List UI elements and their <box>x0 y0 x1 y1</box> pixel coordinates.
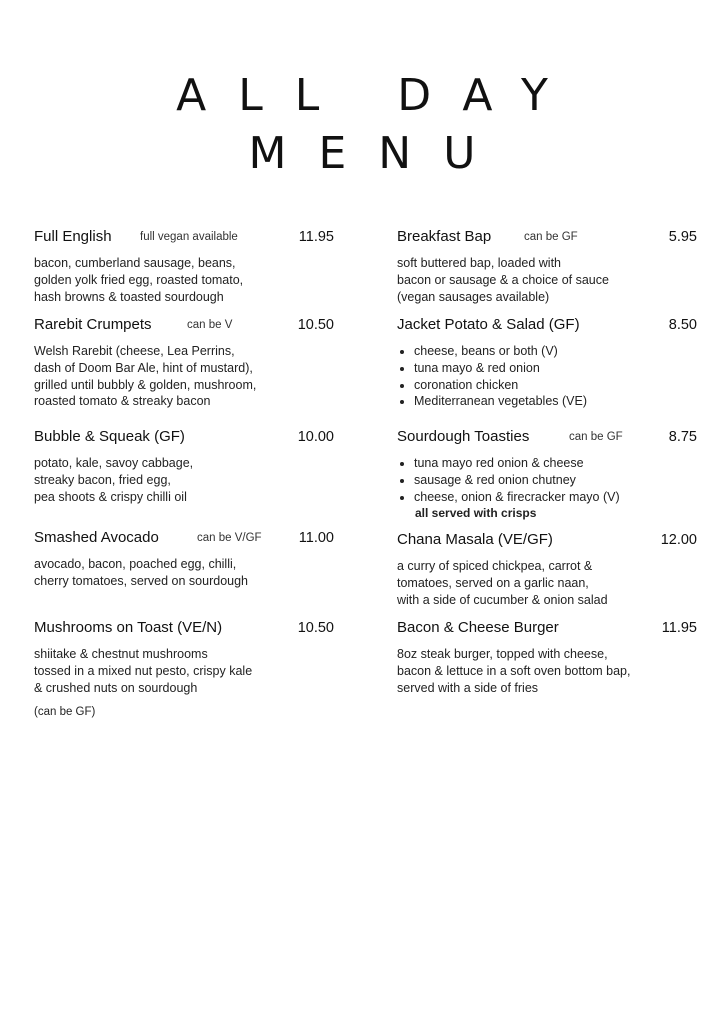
item-price: 10.50 <box>297 317 334 333</box>
menu-item-breakfast-bap <box>397 228 697 305</box>
menu-item-bubble-and-squeak <box>34 428 334 505</box>
item-description <box>34 556 334 590</box>
item-name: Jacket Potato & Salad (GF) <box>397 316 580 333</box>
description-line: roasted tomato & streaky bacon <box>34 394 211 409</box>
item-description <box>34 343 334 410</box>
item-note: full vegan available <box>140 231 238 243</box>
menu-title-line-2: MENU <box>248 128 508 179</box>
list-item: • Mediterranean vegetables (VE) <box>414 393 697 410</box>
item-name: Sourdough Toasties <box>397 428 530 445</box>
description-line: tossed in a mixed nut pesto, crispy kale <box>34 663 253 678</box>
item-note: can be V <box>187 319 233 331</box>
description-line: bacon, cumberland sausage, beans, <box>34 256 236 270</box>
menu-item-jacket-potato <box>397 316 697 410</box>
item-price: 10.00 <box>297 429 334 445</box>
item-price: 11.00 <box>298 530 334 546</box>
item-price: 5.95 <box>668 229 697 245</box>
item-description <box>34 646 334 696</box>
menu-item-full-english <box>34 228 334 305</box>
item-name: Bubble & Squeak (GF) <box>34 428 185 445</box>
description-line: streaky bacon, fried egg, <box>34 472 171 487</box>
menu-item-bacon-cheese-burger <box>397 619 697 696</box>
item-name: Bacon & Cheese Burger <box>397 619 559 636</box>
item-note: can be GF <box>524 231 578 243</box>
description-line: cherry tomatoes, served on sourdough <box>34 573 249 588</box>
menu-item-smashed-avocado <box>34 529 334 590</box>
item-price: 8.50 <box>668 317 697 333</box>
item-description <box>397 646 697 696</box>
item-price: 12.00 <box>660 532 697 548</box>
description-line: bacon or sausage & a choice of sauce <box>397 272 609 287</box>
gf-footnote: (can be GF) <box>34 706 96 718</box>
description-line: with a side of cucumber & onion salad <box>397 592 608 607</box>
item-note: can be GF <box>569 431 623 443</box>
menu-item-mushrooms-on-toast <box>34 619 334 696</box>
item-description <box>397 558 697 608</box>
item-note: can be V/GF <box>197 532 262 544</box>
list-item: • cheese, onion & firecracker mayo (V) <box>414 489 697 506</box>
list-item: • tuna mayo & red onion <box>414 360 697 377</box>
description-line: shiitake & chestnut mushrooms <box>34 647 208 661</box>
description-line: golden yolk fried egg, roasted tomato, <box>34 272 244 287</box>
item-price: 11.95 <box>298 229 334 245</box>
description-line: (vegan sausages available) <box>397 289 550 304</box>
list-item: • sausage & red onion chutney <box>414 472 697 489</box>
item-name: Mushrooms on Toast (VE/N) <box>34 619 223 636</box>
description-line: a curry of spiced chickpea, carrot & <box>397 559 593 573</box>
option-list <box>397 343 697 410</box>
description-line: 8oz steak burger, topped with cheese, <box>397 647 608 661</box>
description-line: & crushed nuts on sourdough <box>34 680 198 695</box>
option-list <box>397 455 697 505</box>
description-line: hash browns & toasted sourdough <box>34 289 224 304</box>
description-line: pea shoots & crispy chilli oil <box>34 489 187 504</box>
served-with-note: all served with crisps <box>415 506 537 521</box>
menu-item-chana-masala <box>397 531 697 608</box>
item-description <box>397 255 697 305</box>
list-item: • cheese, beans or both (V) <box>414 343 697 360</box>
item-name: Rarebit Crumpets <box>34 316 152 333</box>
item-name: Smashed Avocado <box>34 529 159 546</box>
menu-title-line-1: ALL DAY <box>176 70 580 121</box>
item-name: Breakfast Bap <box>397 228 492 245</box>
description-line: Welsh Rarebit (cheese, Lea Perrins, <box>34 344 235 358</box>
menu-item-sourdough-toasties <box>397 428 697 522</box>
list-item: • coronation chicken <box>414 377 697 394</box>
item-name: Full English <box>34 228 112 245</box>
description-line: dash of Doom Bar Ale, hint of mustard), <box>34 360 253 375</box>
description-line: avocado, bacon, poached egg, chilli, <box>34 557 237 571</box>
item-description <box>34 255 334 305</box>
list-item: • tuna mayo red onion & cheese <box>414 455 697 472</box>
menu-item-rarebit-crumpets <box>34 316 334 410</box>
item-price: 11.95 <box>661 620 697 636</box>
description-line: potato, kale, savoy cabbage, <box>34 456 194 470</box>
item-description <box>34 455 334 505</box>
description-line: soft buttered bap, loaded with <box>397 256 562 270</box>
description-line: tomatoes, served on a garlic naan, <box>397 575 589 590</box>
description-line: grilled until bubbly & golden, mushroom, <box>34 377 257 392</box>
description-line: served with a side of fries <box>397 680 539 695</box>
item-name: Chana Masala (VE/GF) <box>397 531 553 548</box>
description-line: bacon & lettuce in a soft oven bottom bap, <box>397 663 631 678</box>
item-price: 10.50 <box>297 620 334 636</box>
item-price: 8.75 <box>668 429 697 445</box>
